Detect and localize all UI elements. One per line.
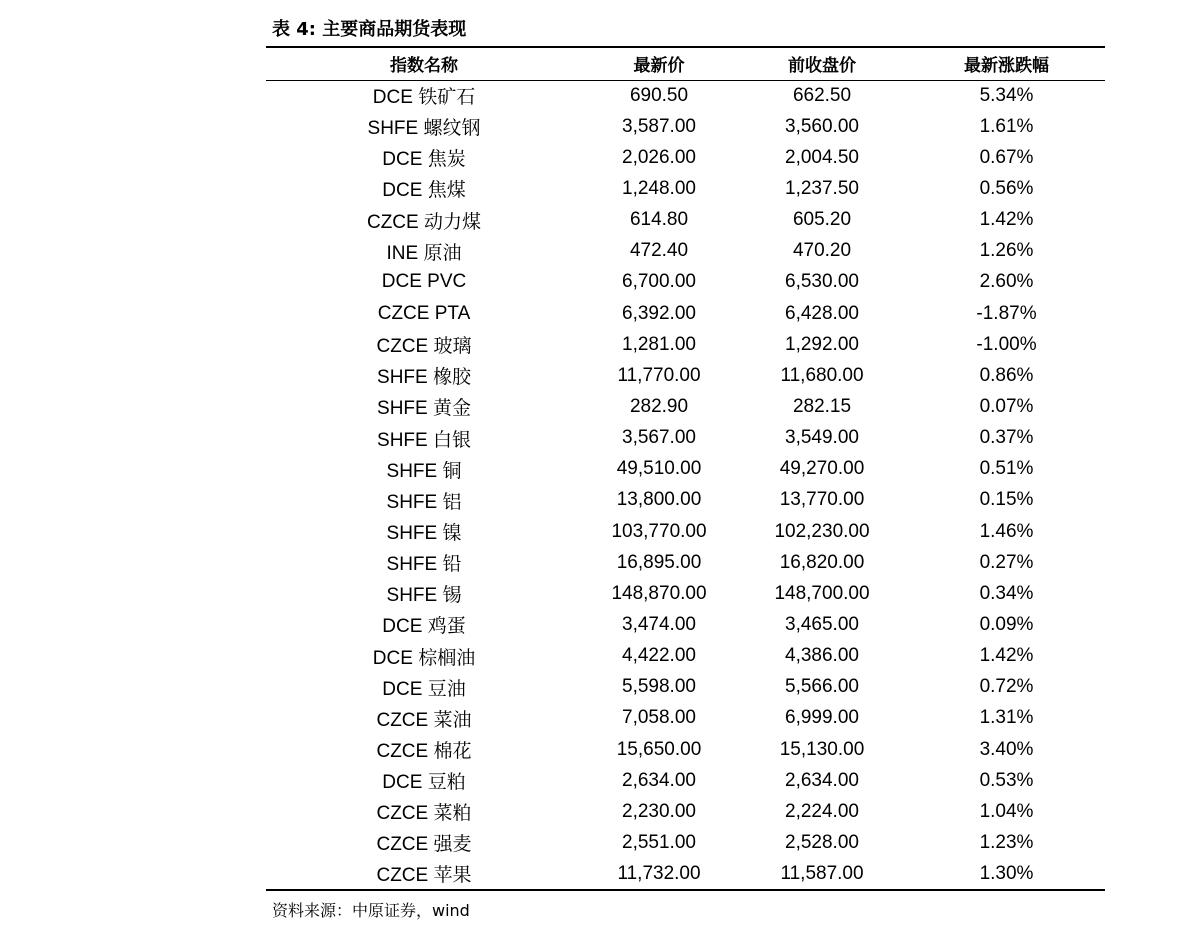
cell-index-name: CZCE PTA <box>377 302 471 324</box>
cell-change-pct: 1.42% <box>979 645 1034 667</box>
table-row <box>266 547 1105 578</box>
cell-index-name: CZCE 强麦 <box>376 834 472 856</box>
cell-prev-close: 3,560.00 <box>785 115 859 137</box>
cell-prev-close: 16,820.00 <box>779 551 865 573</box>
cell-prev-close: 5,566.00 <box>785 676 859 698</box>
cell-prev-close: 1,237.50 <box>785 177 859 199</box>
table-row <box>266 485 1105 516</box>
cell-latest-price: 690.50 <box>629 84 689 106</box>
cell-latest-price: 11,770.00 <box>617 364 701 386</box>
cell-latest-price: 2,634.00 <box>622 769 696 791</box>
source-note: 资料来源：中原证券，wind <box>272 901 470 920</box>
cell-index-name: DCE 鸡蛋 <box>382 616 466 638</box>
cell-latest-price: 6,392.00 <box>622 302 696 324</box>
cell-prev-close: 2,634.00 <box>785 769 859 791</box>
cell-prev-close: 148,700.00 <box>774 582 870 604</box>
cell-index-name: DCE 豆粕 <box>382 772 466 794</box>
table-row <box>266 734 1105 765</box>
table-row <box>266 859 1105 890</box>
cell-latest-price: 614.80 <box>629 209 689 231</box>
cell-latest-price: 472.40 <box>629 240 689 262</box>
table-row <box>266 360 1105 391</box>
table-header <box>266 47 1105 80</box>
cell-prev-close: 13,770.00 <box>779 489 865 511</box>
cell-prev-close: 4,386.00 <box>785 645 859 667</box>
cell-prev-close: 6,999.00 <box>785 707 859 729</box>
table-row <box>266 267 1105 298</box>
cell-latest-price: 1,281.00 <box>622 333 696 355</box>
cell-prev-close: 605.20 <box>792 209 852 231</box>
table-row <box>266 703 1105 734</box>
cell-index-name: SHFE 锡 <box>386 585 462 607</box>
table-row <box>266 578 1105 609</box>
cell-latest-price: 4,422.00 <box>622 645 696 667</box>
cell-latest-price: 103,770.00 <box>611 520 707 542</box>
cell-change-pct: 0.07% <box>979 395 1034 417</box>
cell-prev-close: 470.20 <box>792 240 852 262</box>
cell-prev-close: 2,004.50 <box>785 146 859 168</box>
cell-index-name: CZCE 苹果 <box>266 859 582 890</box>
table-row <box>266 111 1105 142</box>
cell-index-name: CZCE 动力煤 <box>366 211 481 233</box>
header-change-pct: 最新涨跌幅 <box>908 47 1105 80</box>
cell-index-name: CZCE 棉花 <box>376 741 472 763</box>
cell-latest-price: 5,598.00 <box>622 676 696 698</box>
cell-index-name: DCE 豆油 <box>382 678 466 700</box>
cell-change-pct: 0.86% <box>979 364 1034 386</box>
cell-latest-price: 2,230.00 <box>622 800 696 822</box>
cell-change-pct: 5.34% <box>979 84 1034 106</box>
cell-change-pct: 0.67% <box>979 146 1034 168</box>
cell-latest-price: 13,800.00 <box>616 489 702 511</box>
commodity-futures-table <box>266 46 1105 891</box>
cell-latest-price: 3,587.00 <box>622 115 696 137</box>
cell-index-name: INE 原油 <box>386 242 462 264</box>
cell-change-pct: 1.46% <box>979 520 1034 542</box>
table-row <box>266 765 1105 796</box>
cell-index-name: DCE 棕榈油 <box>372 647 476 669</box>
cell-prev-close: 102,230.00 <box>774 520 870 542</box>
table-row <box>266 391 1105 422</box>
cell-index-name: CZCE 菜油 <box>376 709 472 731</box>
cell-prev-close: 2,224.00 <box>785 800 859 822</box>
header-row <box>266 47 1105 80</box>
cell-prev-close: 11,587.00 <box>736 859 908 890</box>
cell-index-name: SHFE 黄金 <box>377 398 471 420</box>
cell-index-name: SHFE 螺纹钢 <box>367 118 481 140</box>
cell-change-pct: 0.09% <box>979 613 1034 635</box>
cell-index-name: DCE 焦炭 <box>382 149 466 171</box>
table-row <box>266 142 1105 173</box>
cell-prev-close: 3,549.00 <box>785 427 859 449</box>
table-row <box>266 827 1105 858</box>
cell-change-pct: 0.37% <box>979 427 1034 449</box>
header-latest-price: 最新价 <box>582 47 736 80</box>
cell-latest-price: 15,650.00 <box>616 738 702 760</box>
cell-latest-price: 3,474.00 <box>622 613 696 635</box>
cell-latest-price: 6,700.00 <box>622 271 696 293</box>
cell-prev-close: 49,270.00 <box>779 458 865 480</box>
cell-latest-price: 148,870.00 <box>611 582 707 604</box>
cell-index-name: DCE 铁矿石 <box>372 87 476 109</box>
cell-change-pct: 1.31% <box>979 707 1034 729</box>
cell-index-name: CZCE 菜粕 <box>376 803 472 825</box>
cell-prev-close: 11,680.00 <box>780 364 864 386</box>
cell-change-pct: 1.30% <box>908 859 1105 890</box>
table-row <box>266 672 1105 703</box>
cell-change-pct: -1.87% <box>976 302 1037 324</box>
table-row <box>266 609 1105 640</box>
table-row <box>266 454 1105 485</box>
cell-index-name: SHFE 镍 <box>386 523 462 545</box>
table-row <box>266 236 1105 267</box>
table-row <box>266 329 1105 360</box>
table-row <box>266 298 1105 329</box>
cell-change-pct: 1.04% <box>979 800 1034 822</box>
cell-latest-price: 2,026.00 <box>622 146 696 168</box>
table-row <box>266 516 1105 547</box>
cell-change-pct: 0.72% <box>979 676 1034 698</box>
cell-latest-price: 282.90 <box>629 395 689 417</box>
header-index-name: 指数名称 <box>266 47 582 80</box>
cell-latest-price: 7,058.00 <box>622 707 696 729</box>
cell-prev-close: 6,428.00 <box>785 302 859 324</box>
data-table <box>266 46 1105 891</box>
table-row <box>266 796 1105 827</box>
cell-change-pct: 0.34% <box>979 582 1034 604</box>
table-row <box>266 80 1105 111</box>
table-body <box>266 80 1105 890</box>
cell-latest-price: 16,895.00 <box>616 551 702 573</box>
cell-index-name: SHFE 铜 <box>386 460 462 482</box>
cell-change-pct: 0.15% <box>979 489 1034 511</box>
cell-change-pct: 1.23% <box>979 831 1034 853</box>
cell-latest-price: 11,732.00 <box>582 859 736 890</box>
cell-prev-close: 15,130.00 <box>779 738 865 760</box>
cell-index-name: SHFE 白银 <box>377 429 471 451</box>
cell-latest-price: 3,567.00 <box>622 427 696 449</box>
cell-change-pct: 0.56% <box>979 177 1034 199</box>
cell-prev-close: 662.50 <box>792 84 852 106</box>
cell-index-name: SHFE 铅 <box>386 554 462 576</box>
cell-change-pct: 0.53% <box>979 769 1034 791</box>
cell-change-pct: 1.26% <box>979 240 1034 262</box>
table-row <box>266 173 1105 204</box>
table-row <box>266 205 1105 236</box>
cell-change-pct: 1.42% <box>979 209 1034 231</box>
cell-index-name: DCE PVC <box>381 271 467 293</box>
table-title: 表 4: 主要商品期货表现 <box>272 19 467 40</box>
header-prev-close: 前收盘价 <box>736 47 908 80</box>
cell-prev-close: 1,292.00 <box>785 333 859 355</box>
cell-change-pct: 0.51% <box>979 458 1034 480</box>
table-row <box>266 423 1105 454</box>
cell-change-pct: 3.40% <box>979 738 1034 760</box>
cell-prev-close: 6,530.00 <box>785 271 859 293</box>
cell-change-pct: 2.60% <box>979 271 1034 293</box>
cell-index-name: SHFE 铝 <box>386 491 462 513</box>
cell-prev-close: 3,465.00 <box>785 613 859 635</box>
cell-index-name: SHFE 橡胶 <box>377 367 471 389</box>
cell-index-name: DCE 焦煤 <box>382 180 466 202</box>
cell-change-pct: -1.00% <box>976 333 1037 355</box>
cell-latest-price: 1,248.00 <box>622 177 696 199</box>
cell-latest-price: 49,510.00 <box>616 458 702 480</box>
cell-prev-close: 282.15 <box>792 395 852 417</box>
cell-change-pct: 0.27% <box>979 551 1034 573</box>
cell-change-pct: 1.61% <box>979 115 1034 137</box>
cell-prev-close: 2,528.00 <box>785 831 859 853</box>
table-row <box>266 641 1105 672</box>
cell-index-name: CZCE 玻璃 <box>376 336 472 358</box>
cell-latest-price: 2,551.00 <box>622 831 696 853</box>
